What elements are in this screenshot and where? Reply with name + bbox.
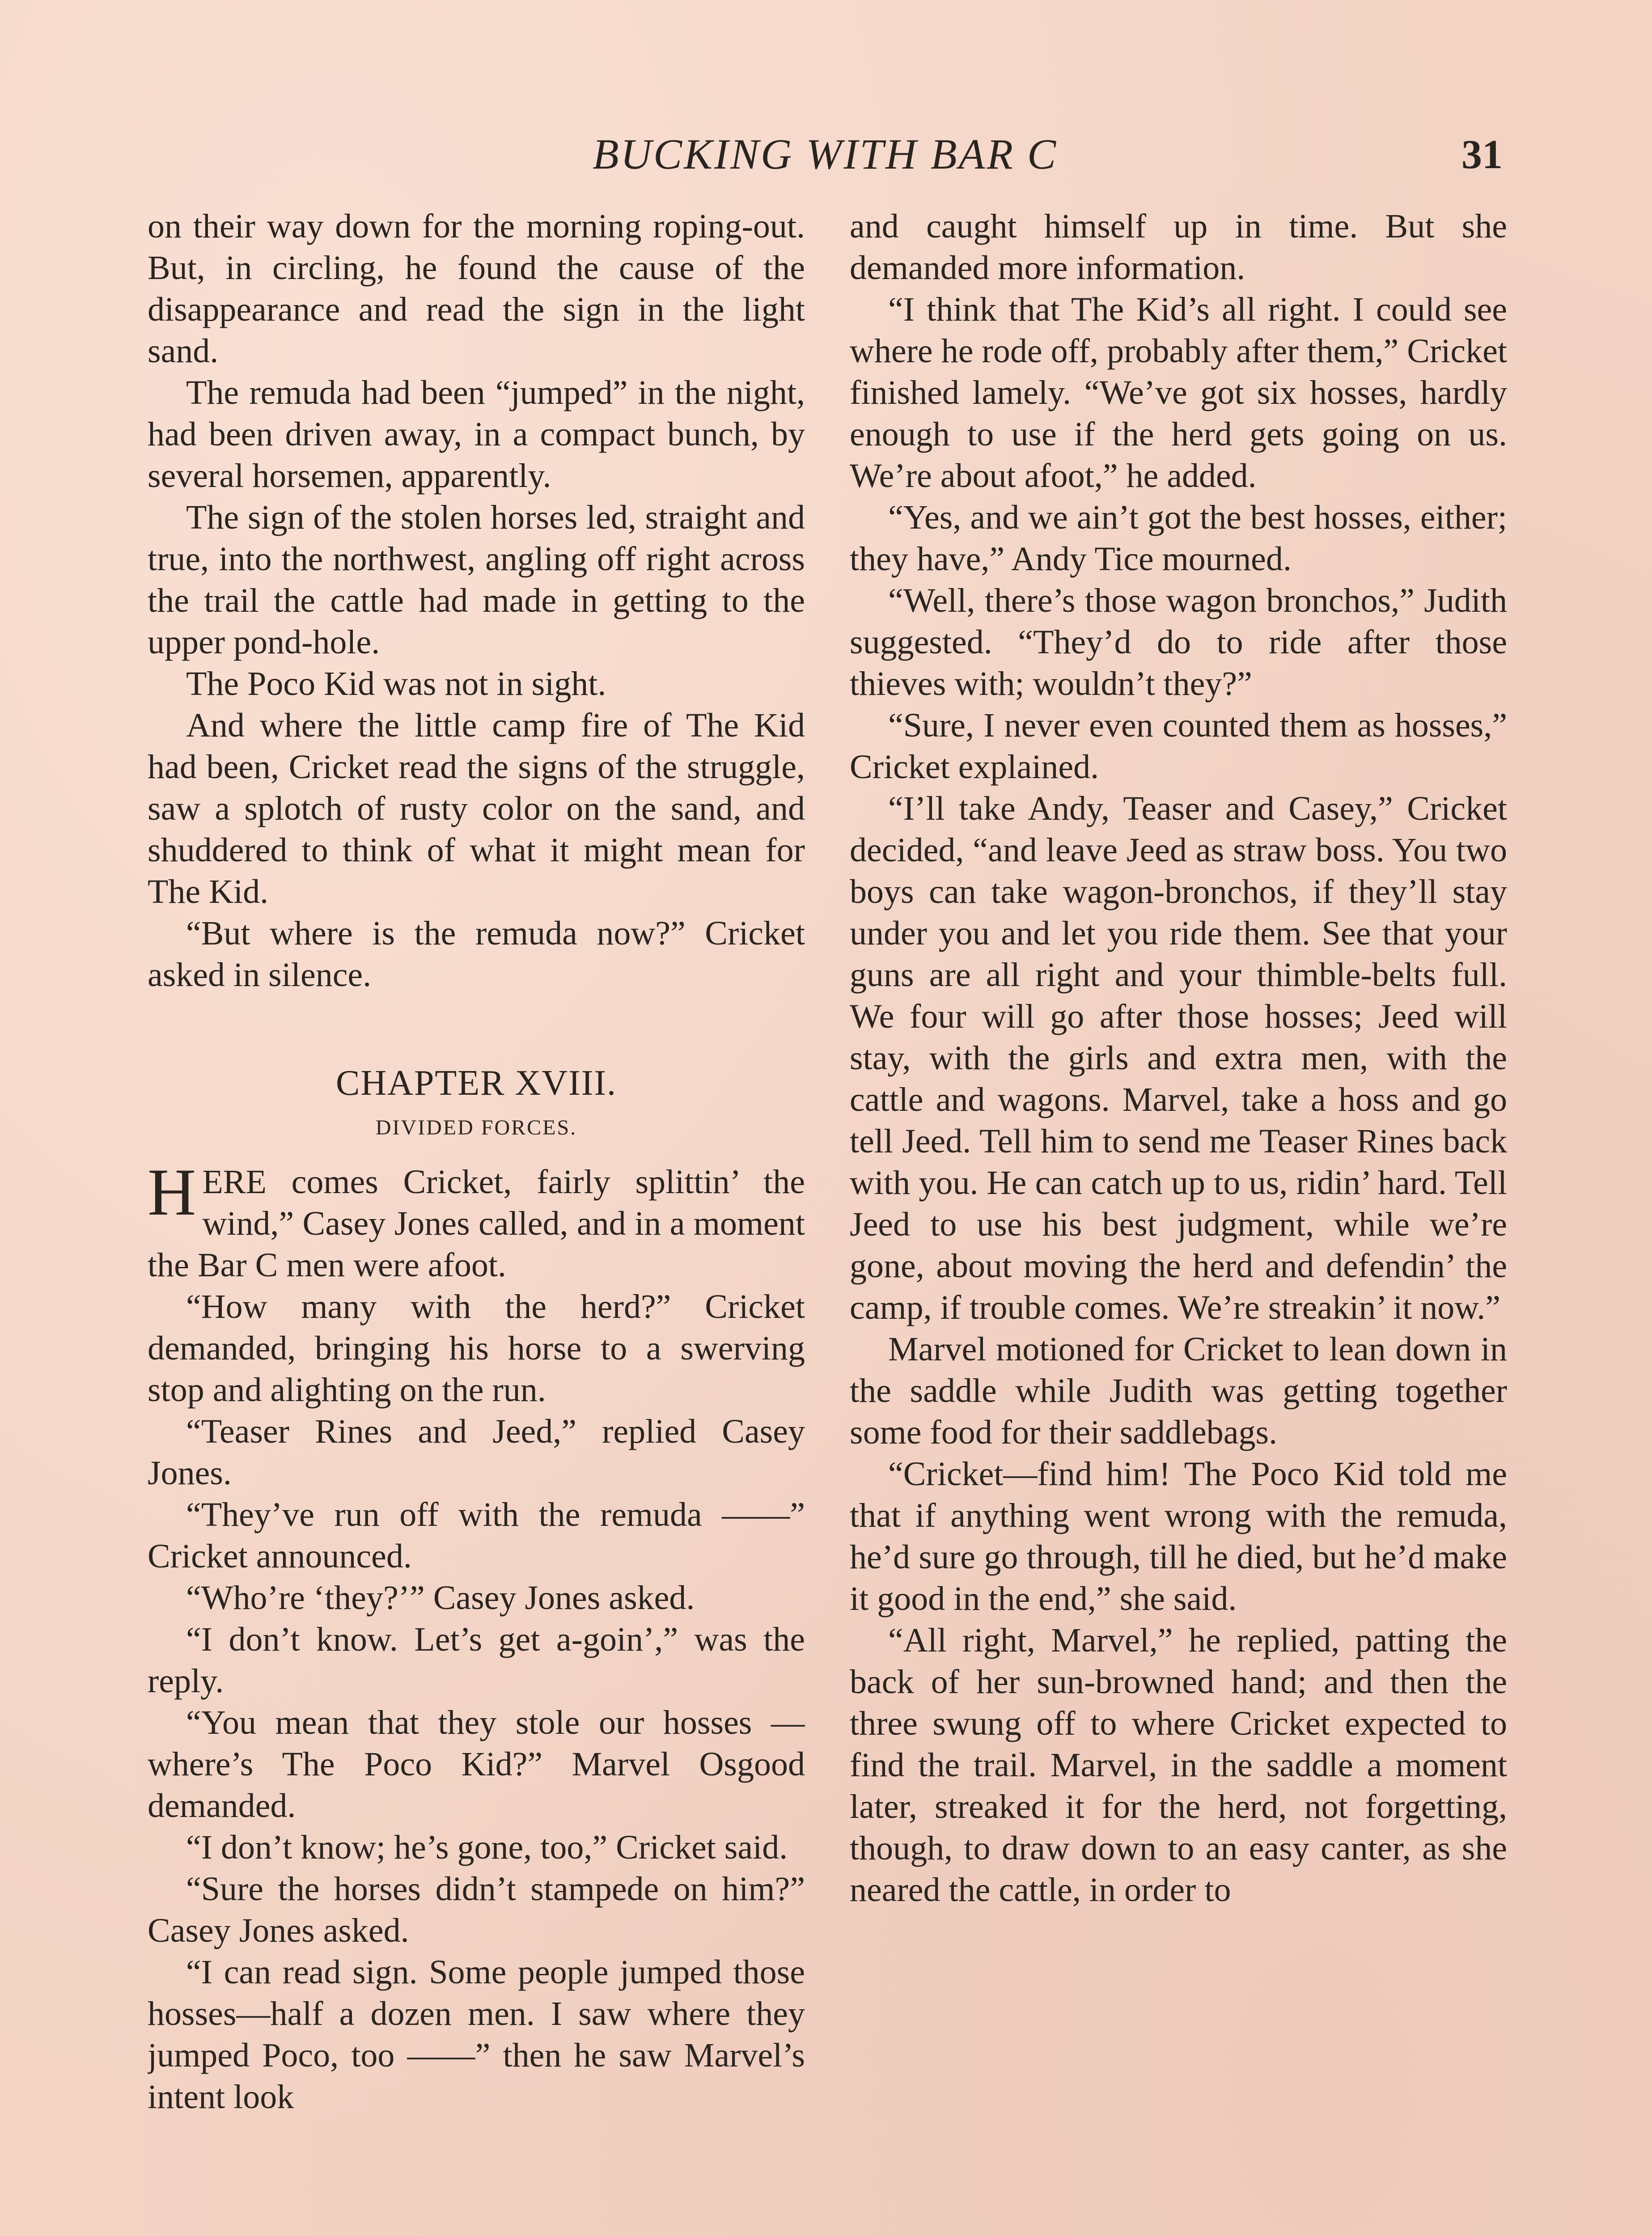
paragraph: “I don’t know; he’s gone, too,” Cricket said.: [186, 1829, 788, 1866]
paragraph: “Sure, I never even counted them as hosses,” Cricket explained.: [850, 707, 1507, 786]
paragraph: “They’ve run off with the remuda ——” Cricket announced.: [148, 1496, 805, 1575]
right-column: [850, 206, 1507, 2236]
left-column: [148, 206, 805, 2236]
paragraph: “Yes, and we ain’t got the best hosses, either; they have,” Andy Tice mourned.: [850, 499, 1507, 578]
paragraph: “But where is the remuda now?” Cricket asked in silence.: [148, 915, 805, 994]
opening-text: ERE comes Cricket, fairly splittin’ the wind,” Casey Jones called, and in a moment the Bar C men were afoot.: [148, 1163, 805, 1284]
paragraph: The sign of the stolen horses led, straight and true, into the northwest, angling off right across the trail the cattle had made in getting to the upper pond-hole.: [148, 499, 805, 661]
paragraph: Marvel motioned for Cricket to lean down in the saddle while Judith was getting together some food for their saddlebags.: [850, 1330, 1507, 1451]
paragraph: “I’ll take Andy, Teaser and Casey,” Cricket decided, “and leave Jeed as straw boss. You two boys can take wagon-bronchos, if they’ll stay under you and let you ride them. See that your guns are all right and your thimble-belts full. We four will go after those hosses; Jeed will stay, with the girls and extra men, with the cattle and wagons. Marvel, take a hoss and go tell Jeed. Tell him to send me Teaser Rines back with you. He can catch up to us, ridin’ hard. Tell Jeed to use his best judgment, while we’re gone, about moving the herd and defendin’ the camp, if trouble comes. We’re streakin’ it now.”: [850, 790, 1507, 1326]
paragraph: “All right, Marvel,” he replied, patting the back of her sun-browned hand; and then the three swung off to where Cricket expected to find the trail. Marvel, in the saddle a moment later, streaked it for the herd, not forgetting, though, to draw down to an easy canter, as she neared the cattle, in order to: [850, 1622, 1507, 1909]
paragraph: The Poco Kid was not in sight.: [186, 665, 606, 703]
chapter-heading: [148, 1059, 805, 1148]
running-title: BUCKING WITH BAR C: [593, 130, 1058, 178]
paragraph: “Sure the horses didn’t stampede on him?” Casey Jones asked.: [148, 1870, 805, 1949]
paragraph: “I can read sign. Some people jumped those hosses—half a dozen men. I saw where they jumped Poco, too ——” then he saw Marvel’s intent look: [148, 1953, 805, 2116]
paragraph: “I don’t know. Let’s get a-goin’,” was the reply.: [148, 1621, 805, 1700]
paragraph: and caught himself up in time. But she demanded more information.: [850, 208, 1507, 287]
paragraph: And where the little camp fire of The Kid had been, Cricket read the signs of the struggle, saw a splotch of rusty color on the sand, and shuddered to think of what it might mean for The Kid.: [148, 707, 805, 910]
paragraph: “Well, there’s those wagon bronchos,” Judith suggested. “They’d do to ride after those thieves with; wouldn’t they?”: [850, 582, 1507, 703]
drop-cap: H: [148, 1155, 196, 1229]
page-header: [148, 121, 1503, 188]
paragraph: “Teaser Rines and Jeed,” replied Casey Jones.: [148, 1413, 805, 1492]
paragraph: “Cricket—find him! The Poco Kid told me that if anything went wrong with the remuda, he’d sure go through, till he died, but he’d make it good in the end,” she said.: [850, 1455, 1507, 1618]
chapter-title: CHAPTER XVIII.: [336, 1063, 617, 1103]
paragraph: on their way down for the morning roping-out. But, in circling, he found the cause of the disappearance and read the sign in the light sand.: [148, 208, 805, 370]
paragraph: “You mean that they stole our hosses —where’s The Poco Kid?” Marvel Osgood demanded.: [148, 1704, 805, 1825]
paragraph: “Who’re ‘they?’” Casey Jones asked.: [186, 1579, 695, 1617]
paragraph: “I think that The Kid’s all right. I could see where he rode off, probably after them,” Cricket finished lamely. “We’ve got six hosses, hardly enough to use if the herd gets going on us. We’re about afoot,” he added.: [850, 291, 1507, 495]
chapter-subtitle: DIVIDED FORCES.: [375, 1116, 577, 1139]
page-number: 31: [1461, 131, 1503, 177]
paragraph: “How many with the herd?” Cricket demanded, bringing his horse to a swerving stop and alighting on the run.: [148, 1288, 805, 1409]
paragraph: The remuda had been “jumped” in the night, had been driven away, in a compact bunch, by several horsemen, apparently.: [148, 374, 805, 495]
chapter-opening-paragraph: [148, 1155, 805, 1286]
